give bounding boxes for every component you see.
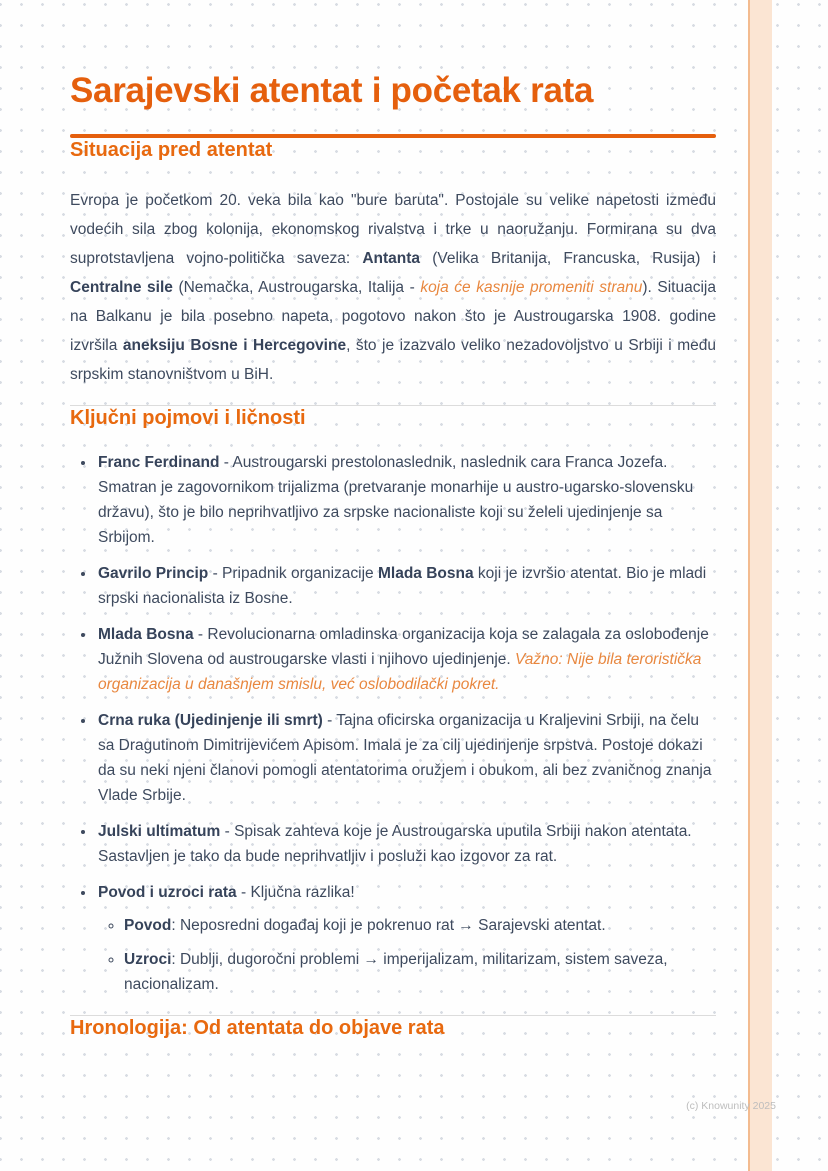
list-item-mlada-bosna [96,622,716,697]
list-item-text: Mlada Bosna - Revolucionarna omladinska organizacija koja se zalagala za oslobođenje Južnih Slovena od austrougarske vlasti i njihovo ujedinjenje. Važno: Nije bila teroristička organizacija u današnjem smislu, već oslobodilački pokret. [98,626,709,693]
page-title: Sarajevski atentat i početak rata [70,71,594,110]
page-edge-stripe [748,0,772,1171]
document-page [70,70,716,1040]
paragraph-situacija: Evropa je početkom 20. veka bila kao "bure baruta". Postojale su velike napetosti između vodećih sila zbog kolonija, ekonomskog rivalstva i trke u naoružanju. Formirana su dva suprotstavljena vojno-politička saveza: Antanta (Velika Britanija, Francuska, Rusija) i Centralne sile (Nemačka, Austrougarska, Italija - koja će kasnije promeniti stranu). Situacija na Balkanu je bila posebno napeta, pogotovo nakon što je Austrougarska 1908. godine izvršila aneksiju Bosne i Hercegovine, što je izazvalo veliko nezadovoljstvo u Srbiji i među srpskim stanovništvom u BiH. [70,192,716,383]
list-item-crna-ruka [96,708,716,808]
list-item-text: Gavrilo Princip - Pripadnik organizacije Mlada Bosna koji je izvršio atentat. Bio je mladi srpski nacionalista iz Bosne. [98,565,707,607]
list-item-gavrilo-princip [96,561,716,611]
footer-copyright: (c) Knowunity 2025 [686,1100,776,1112]
sub-item-uzroci [124,947,716,997]
key-terms-list [70,450,716,997]
list-item-povod-uzroci [96,880,716,997]
list-item-julski-ultimatum [96,819,716,869]
list-item-text: Povod i uzroci rata - Ključna razlika! [98,884,355,901]
list-item-text: Julski ultimatum - Spisak zahteva koje je Austrougarska uputila Srbiji nakon atentata. Sastavljen je tako da bude neprihvatljiv i posluži kao izgovor za rat. [98,823,692,865]
list-item-text: Povod: Neposredni događaj koji je pokrenuo rat → Sarajevski atentat. [124,917,606,934]
list-item-text: Crna ruka (Ujedinjenje ili smrt) - Tajna oficirska organizacija u Kraljevini Srbiji, na čelu sa Dragutinom Dimitrijevićem Apisom. Imala je za cilj ujedinjenje srpstva. Postoje dokazi da su neki njeni članovi pomogli atentatorima oružjem i obukom, ali bez zvaničnog znanja Vlade Srbije. [98,712,712,804]
section-heading-hronologija: Hronologija: Od atentata do objave rata [70,1017,445,1039]
sub-list [98,913,716,997]
section-heading-situacija: Situacija pred atentat [70,139,273,161]
list-item-text: Franc Ferdinand - Austrougarski prestolonaslednik, naslednik cara Franca Jozefa. Smatran je zagovornikom trijalizma (pretvaranje monarhije u austro-ugarsko-slovensku državu), što je bilo neprihvatljivo za srpske nacionaliste koji su želeli ujedinjenje sa Srbijom. [98,454,694,546]
list-item-text: Uzroci: Dublji, dugoročni problemi → imperijalizam, militarizam, sistem saveza, nacionalizam. [124,951,668,993]
sub-item-povod [124,913,716,938]
list-item-franc-ferdinand [96,450,716,550]
section-heading-pojmovi: Ključni pojmovi i ličnosti [70,407,306,429]
